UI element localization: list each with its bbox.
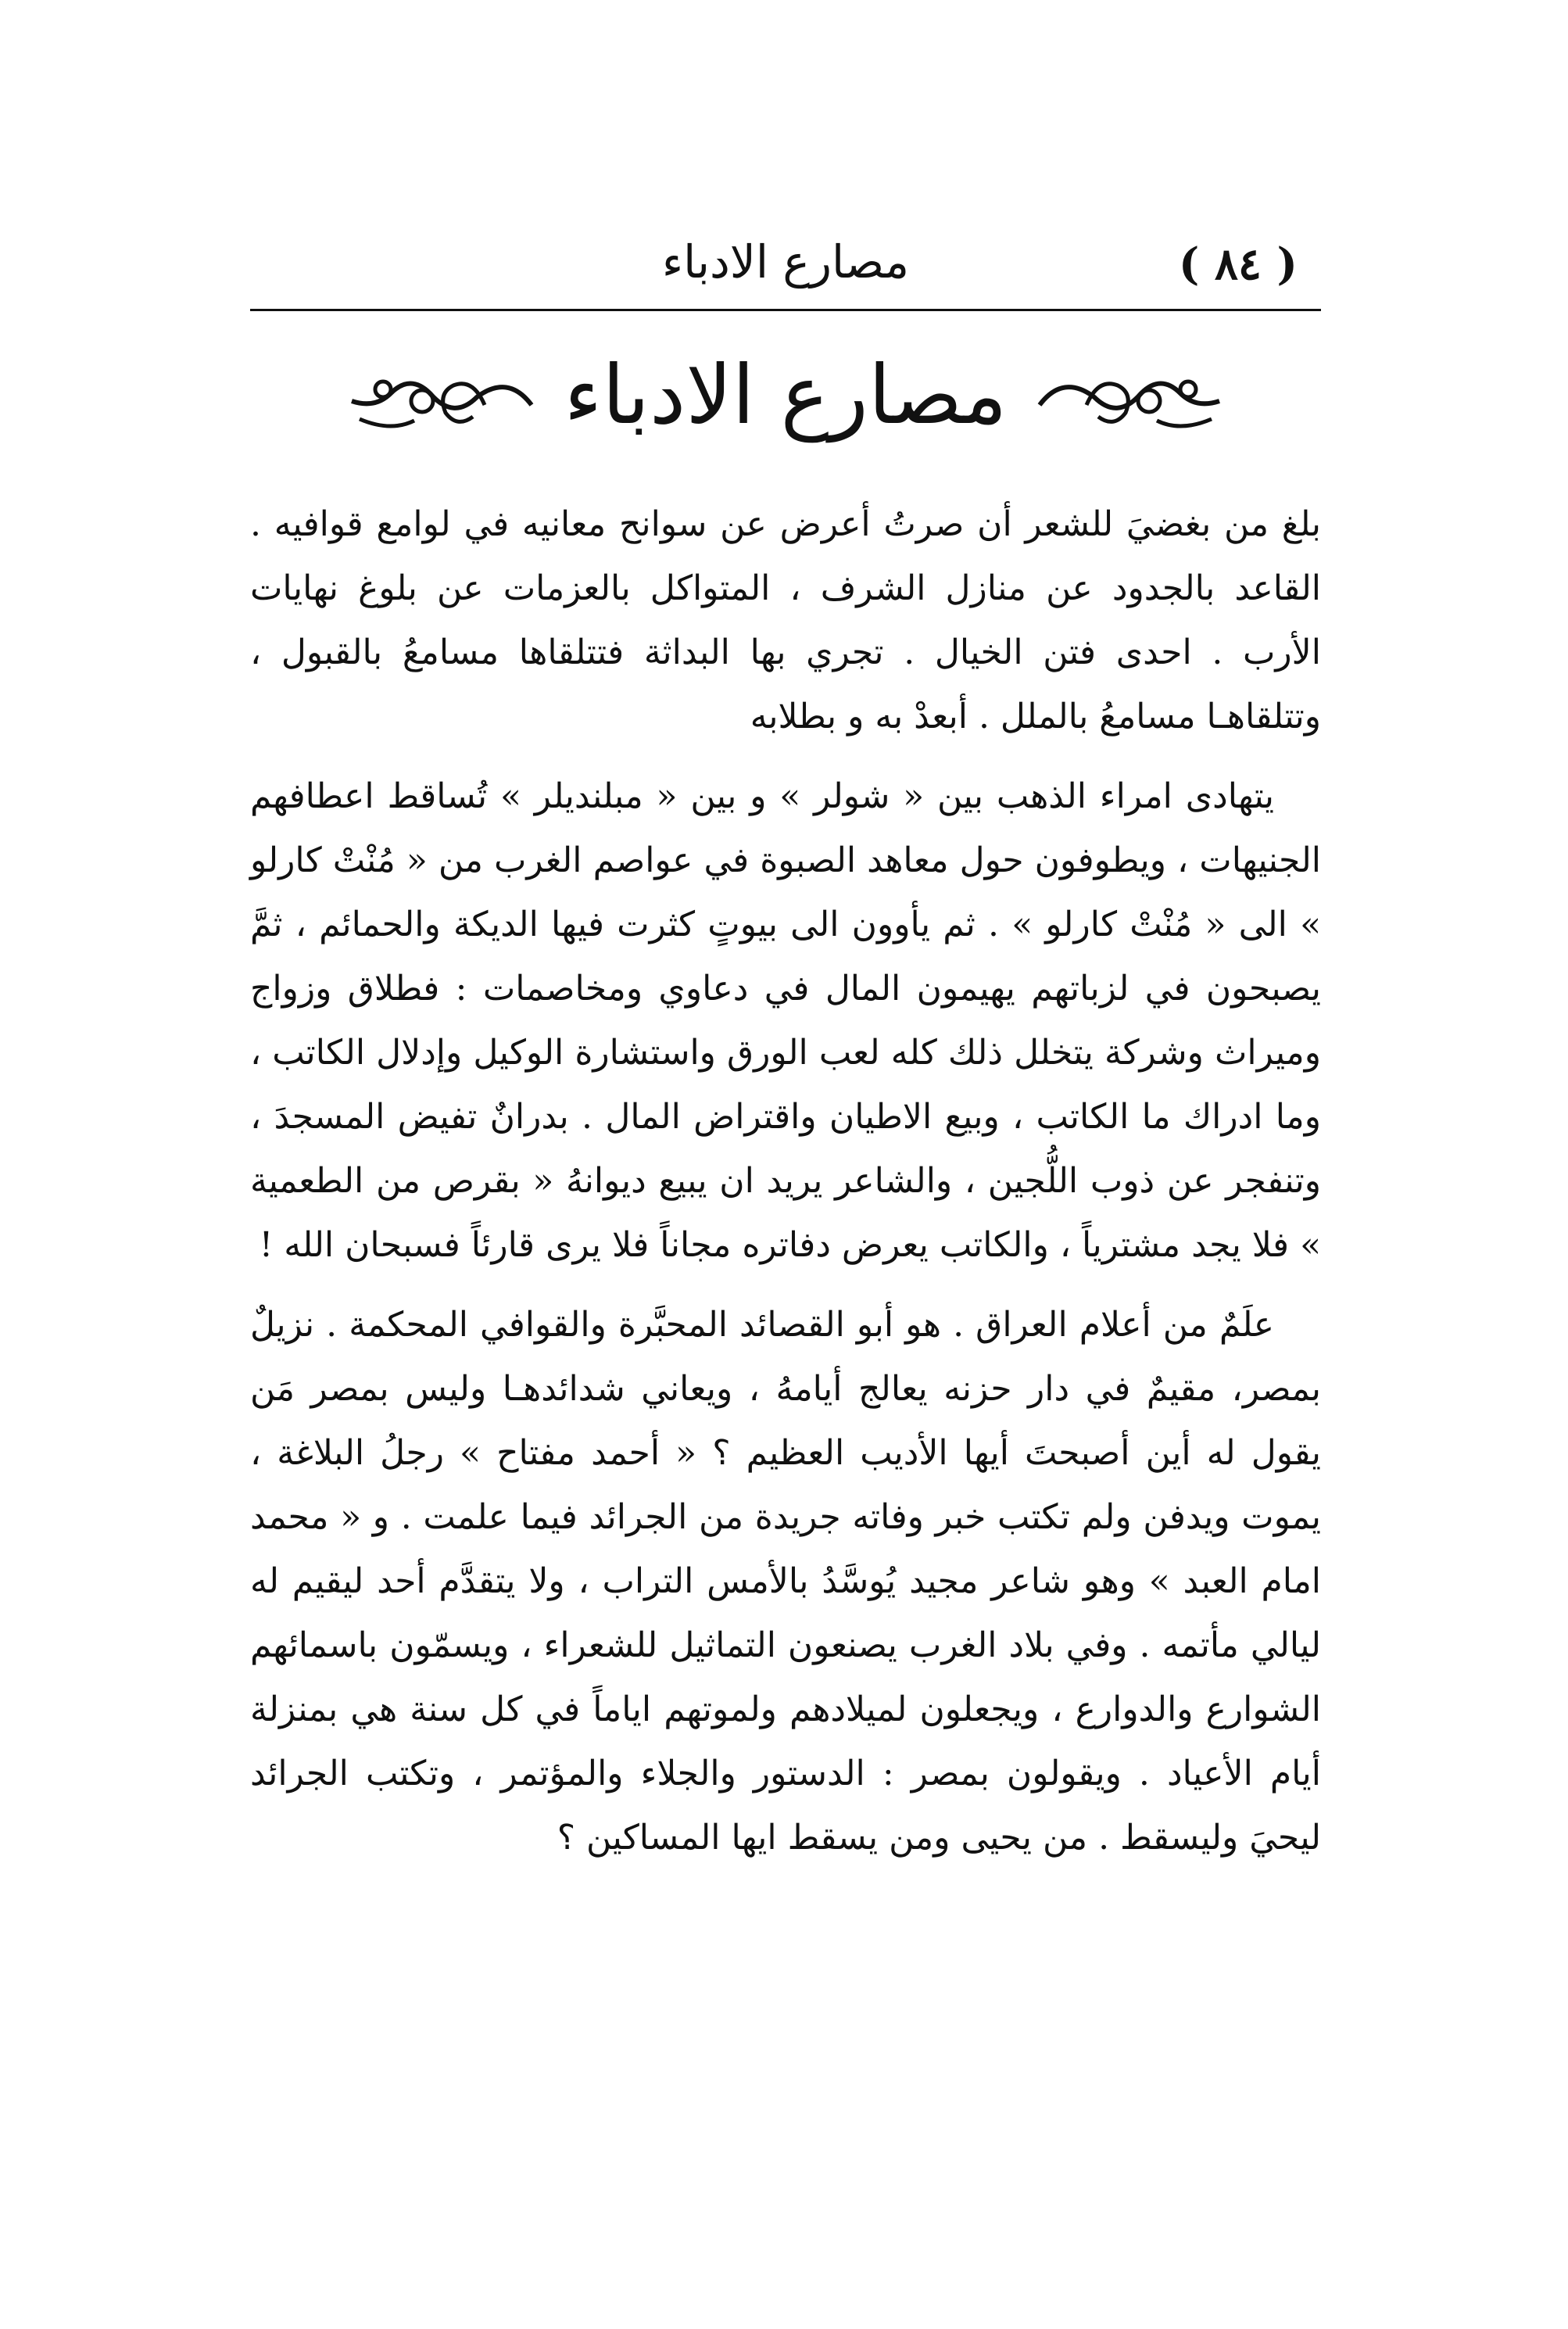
paragraph-2: يتهادى امراء الذهب بين « شولر » و بين « مبلنديلر » تُساقط اعطافهم الجنيهات ، ويطوفون حول معاهد الصبوة في عواصم الغرب من « مُنْتْ كارلو » الى « مُنْتْ كارلو » . ثم يأوون الى بيوتٍ كثرت فيها الديكة والحمائم ، ثمَّ يصبحون في لزباتهم يهيمون المال في دعاوي ومخاصمات : فطلاق وزواج وميراث وشركة يتخلل ذلك كله لعب الورق واستشارة الوكيل وإدلال الكاتب ، وما ادراك ما الكاتب ، وبيع الاطيان واقتراض المال . بدرانٌ تفيض المسجدَ ، وتنفجر عن ذوب اللُّجين ، والشاعر يريد ان يبيع ديوانهُ « بقرص من الطعمية » فلا يجد مشترياً ، والكاتب يعرض دفاتره مجاناً فلا يرى قارئاً فسبحان الله ! <box>250 776 1321 1265</box>
header-rule <box>250 309 1321 311</box>
paragraph-3: علَمٌ من أعلام العراق . هو أبو القصائد المحبَّرة والقوافي المحكمة . نزيلٌ بمصر، مقيمٌ في دار حزنه يعالج أيامهُ ، ويعاني شدائدهـا وليس بمصر مَن يقول له أين أصبحتَ أيها الأديب العظيم ؟ « أحمد مفتاح » رجلُ البلاغة ، يموت ويدفن ولم تكتب خبر وفاته جريدة من الجرائد فيما علمت . و « محمد امام العبد » وهو شاعر مجيد يُوسَّدُ بالأمس التراب ، ولا يتقدَّم أحد ليقيم له ليالي مأتمه . وفي بلاد الغرب يصنعون التماثيل للشعراء ، ويسمّون باسمائهم الشوارع والدوارع ، ويجعلون لميلادهم ولموتهم اياماً في كل سنة هي بمنزلة أيام الأعياد . ويقولون بمصر : الدستور والجلاء والمؤتمر ، وتكتب الجرائد ليحيَ وليسقط . من يحيى ومن يسقط ايها المساكين ؟ <box>250 1305 1321 1858</box>
body-text <box>250 493 1321 1886</box>
running-title: مصارع الادباء <box>661 235 910 288</box>
chapter-title: مصارع الادباء <box>564 347 1008 443</box>
page-header <box>258 227 1313 302</box>
page-number: ( ٨٤ ) <box>1178 238 1298 290</box>
paragraph-1: بلغ من بغضيَ للشعر أن صرتُ أعرض عن سوانح معانيه في لوامع قوافيه . القاعد بالجدود عن منازل الشرف ، المتواكل بالعزمات عن بلوغ نهايات الأرب . احدى فتن الخيال . تجري بها البداثة فتتلقاها مسامعُ بالقبول ، وتتلقاهـا مسامعُ بالملل . أبعدْ به و بطلابه <box>250 504 1321 736</box>
chapter-title-block <box>344 328 1227 461</box>
ornament-right-icon <box>1032 358 1227 444</box>
ornament-left-icon <box>344 358 539 444</box>
